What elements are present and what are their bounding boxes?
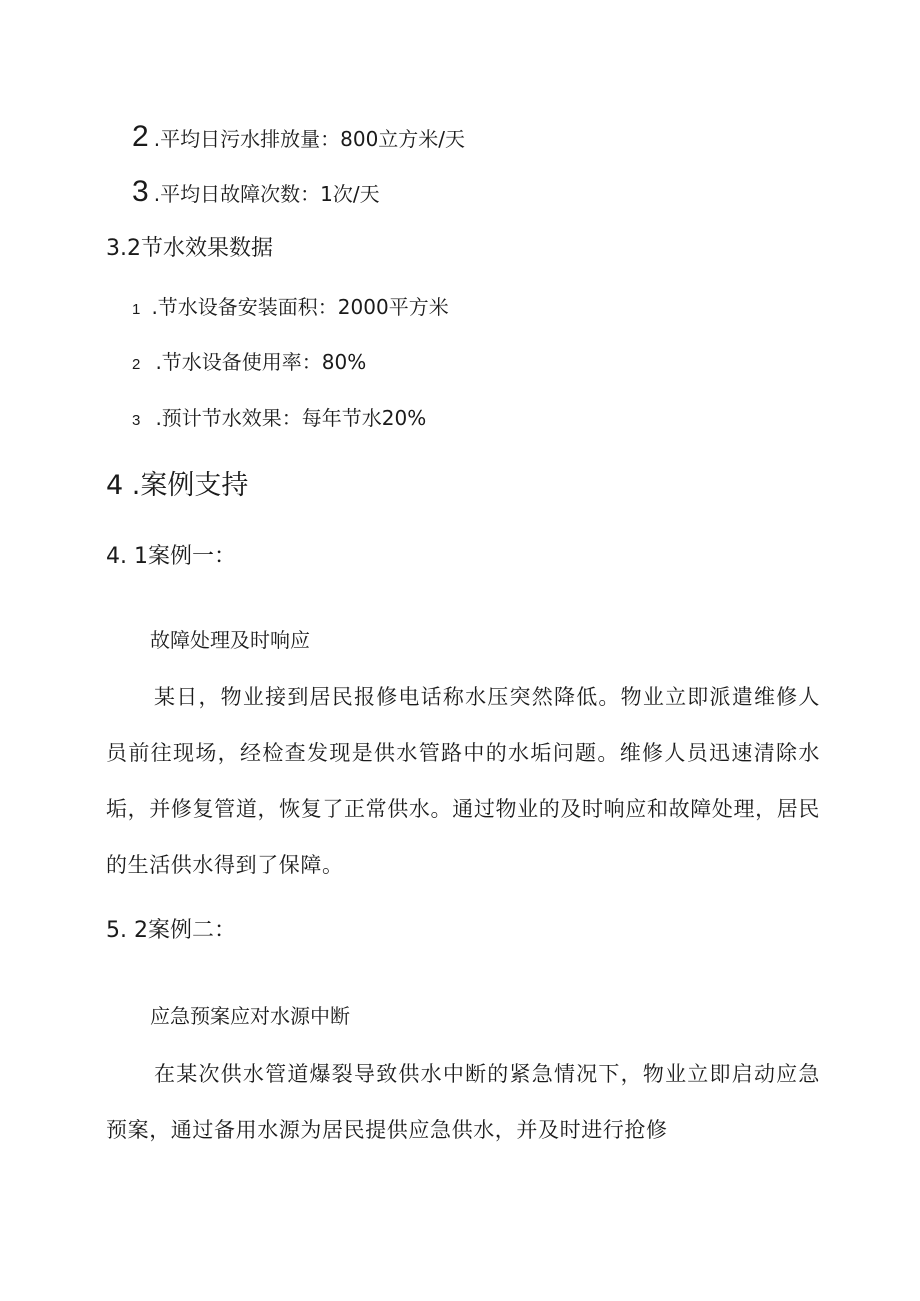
item-text: .平均日故障次数：1次/天 — [153, 182, 380, 206]
section-heading: 3.2节水效果数据 — [106, 236, 273, 261]
section-heading: 4 .案例支持 — [106, 470, 249, 501]
item-number: 3 — [132, 175, 149, 208]
case-body: 在某次供水管道爆裂导致供水中断的紧急情况下，物业立即启动应急预案，通过备用水源为居民提供应急供水，并及时进行抢修 — [106, 1062, 820, 1142]
item-text: .节水设备使用率：80% — [155, 350, 367, 374]
case-heading: 5. 2案例二： — [106, 918, 236, 943]
item-text: .平均日污水排放量：800立方米/天 — [153, 127, 466, 151]
item-text: .预计节水效果：每年节水20% — [155, 406, 427, 430]
list-item — [132, 408, 426, 428]
item-number: 3 — [132, 412, 141, 429]
list-item — [132, 177, 380, 207]
case-body: 某日，物业接到居民报修电话称水压突然降低。物业立即派遣维修人员前往现场，经检查发现是供水管路中的水垢问题。维修人员迅速清除水垢，并修复管道，恢复了正常供水。通过物业的及时响应和故障处理，居民的生活供水得到了保障。 — [106, 685, 820, 877]
case-title: 故障处理及时响应 — [150, 628, 310, 652]
case-title: 应急预案应对水源中断 — [150, 1004, 350, 1028]
item-number: 1 — [132, 301, 141, 318]
list-item — [132, 352, 366, 372]
item-text: .节水设备安装面积：2000平方米 — [151, 295, 449, 319]
item-number: 2 — [132, 120, 149, 153]
case-heading: 4. 1案例一： — [106, 544, 236, 569]
list-item — [132, 297, 449, 317]
item-number: 2 — [132, 356, 141, 373]
list-item — [132, 122, 465, 152]
